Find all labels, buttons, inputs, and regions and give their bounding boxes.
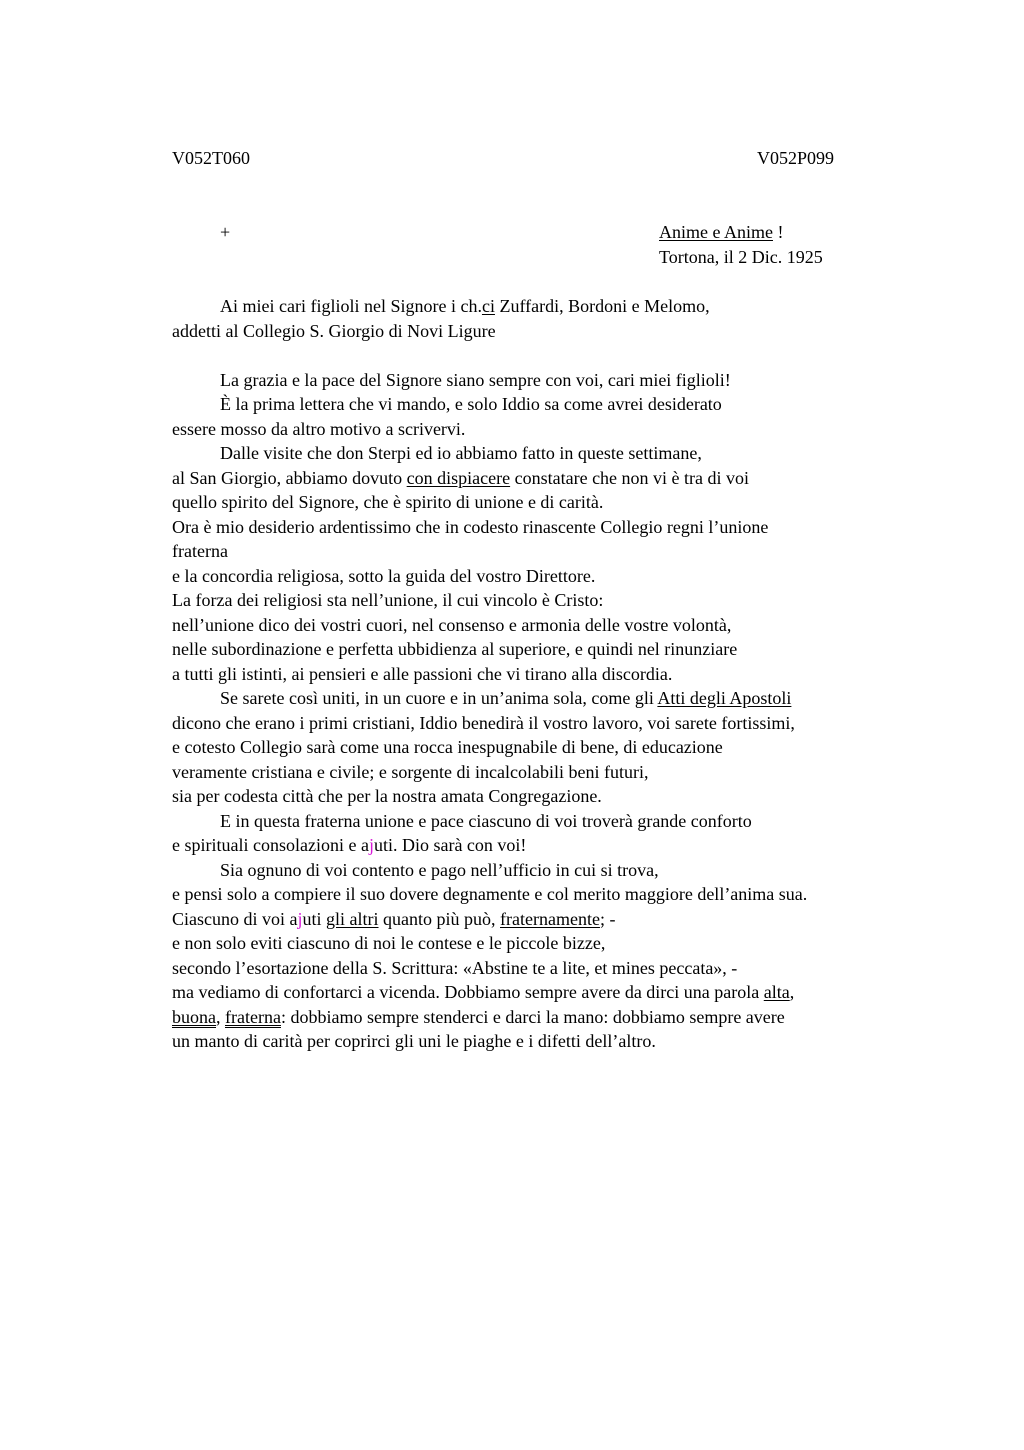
document-code-right: V052P099 xyxy=(757,148,835,168)
text-line: ma vediamo di confortarci a vicenda. Dobbiamo sempre avere da dirci una parola alta, xyxy=(172,982,795,1002)
highlighted-letter: j xyxy=(297,908,303,929)
text-line: Sia ognuno di voi contento e pago nell’ufficio in cui si trova, xyxy=(220,859,659,880)
text-line: a tutti gli istinti, ai pensieri e alle passioni che vi tirano alla discordia. xyxy=(172,663,673,684)
text-line: È la prima lettera che vi mando, e solo Iddio sa come avrei desiderato xyxy=(220,394,722,414)
text-line: e non solo eviti ciascuno di noi le contese e le piccole bizze, xyxy=(172,933,606,953)
text-line: essere mosso da altro motivo a scrivervi. xyxy=(172,418,466,439)
text-line: Se sarete così uniti, in un cuore e in un’anima sola, come gli Atti degli Apostoli xyxy=(220,688,792,708)
text-line: fraterna xyxy=(172,541,228,561)
paragraph-gap xyxy=(172,343,932,368)
text-line: al San Giorgio, abbiamo dovuto con dispiacere constatare che non vi è tra di voi xyxy=(172,467,750,488)
text-line: dicono che erano i primi cristiani, Iddio benedirà il vostro lavoro, voi sarete fortissimi, xyxy=(172,712,795,733)
text-line: Ora è mio desiderio ardentissimo che in codesto rinascente Collegio regni l’unione xyxy=(172,516,769,537)
text-line: quello spirito del Signore, che è spirito di unione e di carità. xyxy=(172,492,604,512)
text-line: La forza dei religiosi sta nell’unione, il cui vincolo è Cristo: xyxy=(172,590,604,610)
underlined-abbrev: ci xyxy=(481,296,495,316)
text-line: E in questa fraterna unione e pace ciascuno di voi troverà grande conforto xyxy=(220,810,752,831)
address-line: addetti al Collegio S. Giorgio di Novi Ligure xyxy=(172,320,496,341)
double-underlined-word: buona xyxy=(172,1006,216,1027)
text-line: nell’unione dico dei vostri cuori, nel consenso e armonia delle vostre volontà, xyxy=(172,614,732,635)
underlined-phrase: gli altri xyxy=(326,908,379,929)
text-line: La grazia e la pace del Signore siano sempre con voi, cari miei figlioli! xyxy=(220,369,731,390)
letter-heading xyxy=(659,220,823,269)
cross-mark: + xyxy=(220,222,231,242)
text-line: buona, fraterna: dobbiamo sempre stenderci e darci la mano: dobbiamo sempre avere xyxy=(172,1006,785,1027)
letter-title-suffix: ! xyxy=(772,222,784,242)
place-date: Tortona, il 2 Dic. 1925 xyxy=(659,246,823,267)
text-line: nelle subordinazione e perfetta ubbidienza al superiore, e quindi nel rinunziare xyxy=(172,639,738,659)
text-line: Dalle visite che don Sterpi ed io abbiamo fatto in queste settimane, xyxy=(220,443,702,463)
text-line: Ciascuno di voi ajuti gli altri quanto più può, fraternamente; - xyxy=(172,908,616,929)
letter-title: Anime e Anime xyxy=(659,222,773,242)
underlined-phrase: Atti degli Apostoli xyxy=(657,688,792,708)
text-line: e cotesto Collegio sarà come una rocca inespugnabile di bene, di educazione xyxy=(172,737,723,757)
letter-body xyxy=(172,294,932,1054)
text-line: veramente cristiana e civile; e sorgente di incalcolabili beni futuri, xyxy=(172,761,649,782)
highlighted-letter: j xyxy=(368,835,374,855)
text-line: e spirituali consolazioni e ajuti. Dio sarà con voi! xyxy=(172,835,527,855)
underlined-word: alta xyxy=(763,982,790,1002)
text-line: sia per codesta città che per la nostra amata Congregazione. xyxy=(172,786,602,806)
text-line: e la concordia religiosa, sotto la guida del vostro Direttore. xyxy=(172,565,596,586)
text-line: un manto di carità per coprirci gli uni le piaghe e i difetti dell’altro. xyxy=(172,1031,656,1051)
underlined-phrase: con dispiacere xyxy=(406,467,511,488)
address-line: Ai miei cari figlioli nel Signore i ch.ci Zuffardi, Bordoni e Melomo, xyxy=(220,296,710,316)
text-line: e pensi solo a compiere il suo dovere degnamente e col merito maggiore dell’anima sua. xyxy=(172,884,808,904)
letter-title-line xyxy=(659,220,823,245)
document-code-left: V052T060 xyxy=(172,148,250,168)
text-line: secondo l’esortazione della S. Scrittura: «Abstine te a lite, et mines peccata», - xyxy=(172,957,738,978)
underlined-phrase: fraternamente xyxy=(500,908,600,929)
double-underlined-word: fraterna xyxy=(225,1006,281,1027)
